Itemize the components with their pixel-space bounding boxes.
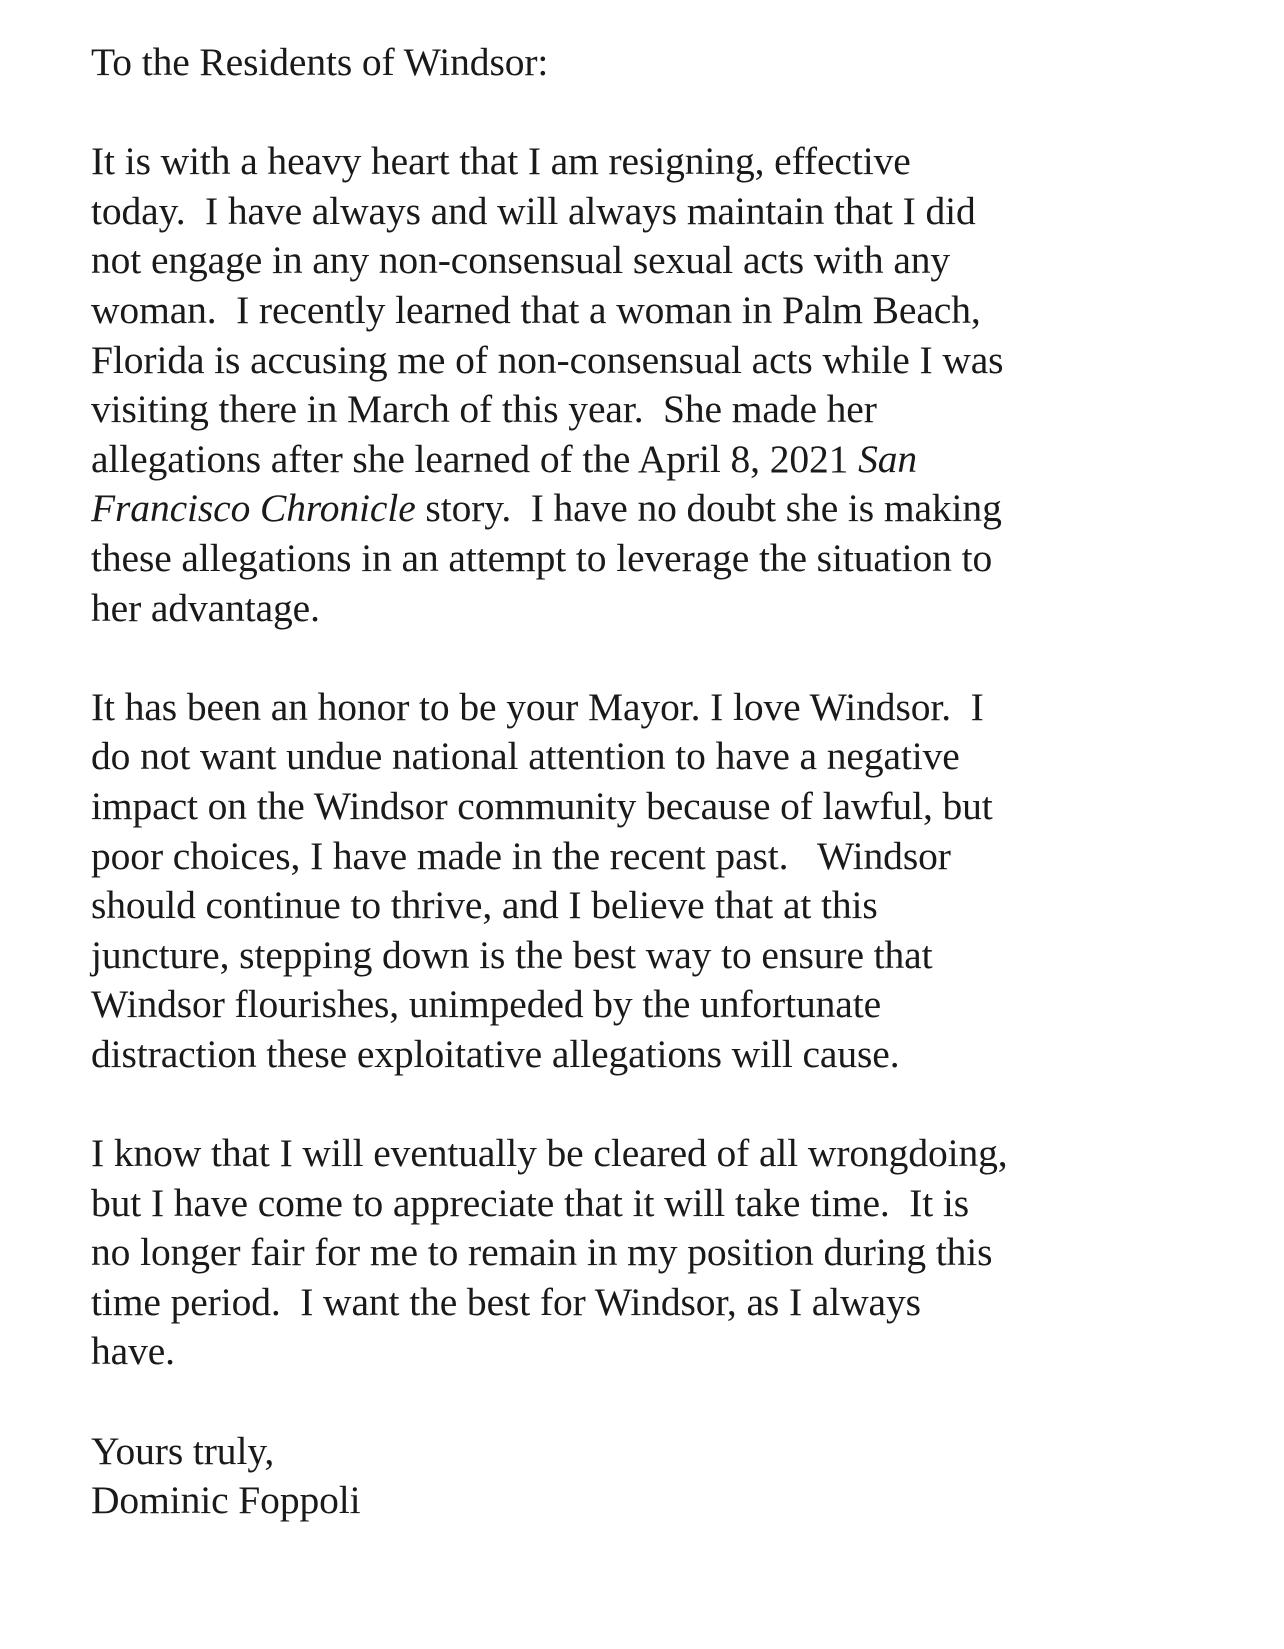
paragraph-2-line: It has been an honor to be your Mayor. I love Windsor. I (91, 684, 984, 729)
paragraph-2-line: Windsor flourishes, unimpeded by the unfortunate (91, 982, 882, 1027)
paragraph-1-line: her advantage. (91, 585, 320, 630)
paragraph-2-line: poor choices, I have made in the recent past. Windsor (91, 833, 951, 878)
paragraph-3-line: time period. I want the best for Windsor, as I always (91, 1279, 921, 1324)
paragraph-2-line: impact on the Windsor community because of lawful, but (91, 783, 993, 828)
paragraph-3-line: I know that I will eventually be cleared of all wrongdoing, (91, 1131, 1008, 1176)
paragraph-1-line: today. I have always and will always maintain that I did (91, 188, 976, 233)
paragraph-1-line: visiting there in March of this year. She made her (91, 387, 877, 432)
paragraph-1-line: It is with a heavy heart that I am resigning, effective (91, 139, 911, 184)
paragraph-gap (91, 88, 1211, 138)
paragraph-2-line: distraction these exploitative allegations will cause. (91, 1031, 900, 1076)
resignation-letter (91, 38, 1211, 1526)
paragraph-1-line: not engage in any non-consensual sexual acts with any (91, 238, 951, 283)
paragraph-2 (91, 683, 1211, 1080)
paragraph-1-line: Florida is accusing me of non-consensual acts while I was (91, 337, 1004, 382)
paragraph-3 (91, 1129, 1211, 1377)
paragraph-1-line (91, 484, 1211, 534)
paragraph-1-line-8-text: story. I have no doubt she is making (415, 486, 1002, 531)
paragraph-2-line: juncture, stepping down is the best way to ensure that (91, 932, 933, 977)
signature-name: Dominic Foppoli (91, 1478, 361, 1523)
salutation (91, 38, 1211, 88)
salutation-text: To the Residents of Windsor: (91, 40, 549, 84)
paragraph-1-line: these allegations in an attempt to leverage the situation to (91, 535, 993, 580)
paragraph-gap (91, 1377, 1211, 1427)
newspaper-title-part-2: Francisco Chronicle (91, 486, 416, 531)
paragraph-gap (91, 1079, 1211, 1129)
paragraph-1 (91, 137, 1211, 633)
closing-block (91, 1427, 1211, 1526)
paragraph-1-line-7-text: allegations after she learned of the April 8, 2021 (91, 436, 859, 481)
paragraph-3-line: no longer fair for me to remain in my position during this (91, 1230, 993, 1275)
paragraph-1-line: woman. I recently learned that a woman in Palm Beach, (91, 287, 981, 332)
paragraph-3-line: but I have come to appreciate that it will take time. It is (91, 1180, 970, 1225)
paragraph-2-line: do not want undue national attention to have a negative (91, 734, 960, 779)
paragraph-2-line: should continue to thrive, and I believe that at this (91, 883, 878, 928)
paragraph-1-line (91, 435, 1211, 485)
paragraph-3-line: have. (91, 1329, 175, 1374)
newspaper-title-part-1: San (858, 436, 918, 481)
paragraph-gap (91, 633, 1211, 683)
closing-text: Yours truly, (91, 1428, 275, 1473)
